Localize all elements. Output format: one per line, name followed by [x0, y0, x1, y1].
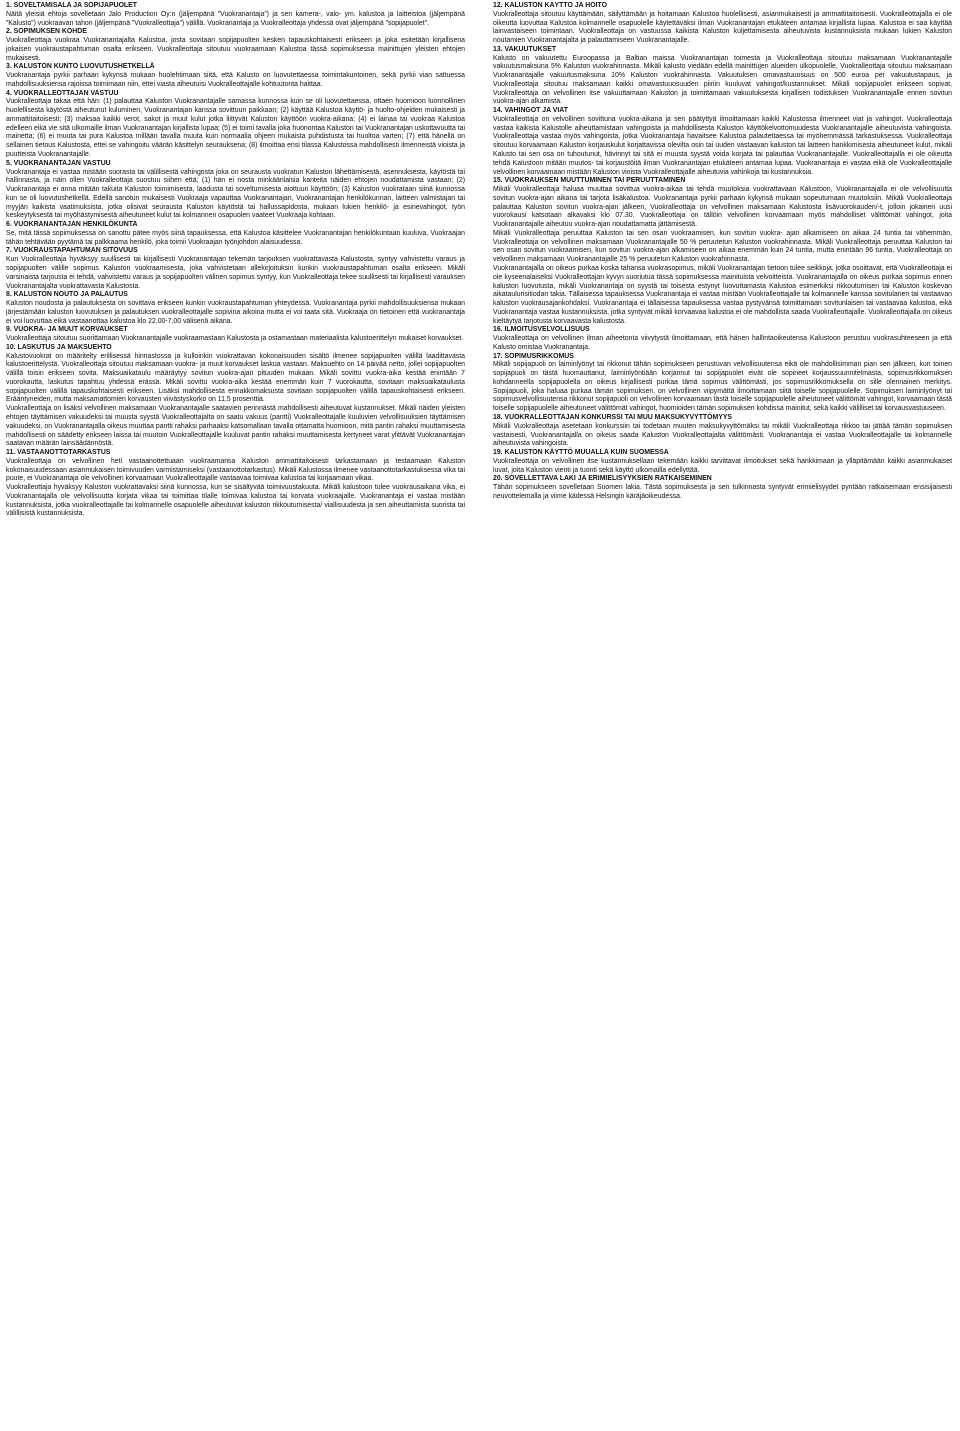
section-heading: 16. ILMOITUSVELVOLLISUUS [493, 326, 590, 334]
section-paragraph: Vuokranantaja pyrkii parhaan kykynsä mukaan huolehtimaan siitä, että Kalusto on luovutettaessa toimintakuntoinen, sekä pyrkii vian sattuessa mahdollisuuksiensa rajoissa toimimaan niin, ettei viasta aiheutuisi Vuokralleottajalle kohtuutonta haittaa. [6, 72, 465, 88]
section-paragraph: Vuokralleottaja on velvollinen sovittuna vuokra-aikana ja sen päätyttyä ilmoittamaan kaikki Kalustossa ilmenneet viat ja vahingot. Vuokralleottaja vastaa kaikista Kalustolle aiheuttamistaan vahingoista ja mahdollisesta Kaluston käyttökelvottomuudesta Vuokranantajalle aiheutuvista vahingoista. Vuokralleottaja vastaa myös vahingoista, jotka Vuokranantaja havaitsee Kalustoa palautettaessa tai myöhemmässä tarkastuksessa. Vuokralleottaja sitoutuu korvaamaan Kaluston korjauskulut korjattavissa olevilta osin tai uuden vastaavan kaluston tai laitteen hankkimisesta aiheutuneet kulut, mikäli Kalusto tai sen osa on tuhoutunut, hävinnyt tai sitä ei muusta syystä voida korjata tai palauttaa Vuokranantajalle. Vuokralleottajalla ei ole oikeutta tehdä Kalustoon mitään muutos- tai korjaustöitä ilman Vuokranantajan etukäteen antamaa lupaa. Vuokranantaja ei vastaa eikä ole Vuokralleottajalle velvollinen korvaamaan mistään Kaluston vioista Vuokralleottajalle aiheutuvia vahinkoja tai kustannuksia. [493, 115, 952, 176]
section-paragraph: Vuokralleottaja on velvollinen itse kustannuksellaan tekemään kaikki tarvittavat ilmoitukset sekä hankkimaan ja ylläpitämään kaikki asianmukaiset luvat, joita Kaluston vienti ja tuonti sekä käyttö ulkomailla edellyttää. [493, 457, 952, 474]
section [493, 326, 952, 352]
section-heading: 14. VAHINGOT JA VIAT [493, 107, 568, 115]
section [6, 160, 465, 221]
section-heading: 5. VUOKRANANTAJAN VASTUU [6, 159, 111, 167]
section-paragraph: Kalustovuokrat on määritelty erillisessä hinnastossa ja kulloinkin vuokrattavan kokonaisuuden sisältö ilmenee sopijapuolten välillä laadittavasta kalustoerittelystä. Vuokralleottaja sitoutuu maksamaan vuokra- ja muut korvaukset laskua vastaan. Maksuehto on 14 päivää netto, jollei sopijapuolten välillä toisin erikseen sovita. Maksuaikataulu määräytyy sovitun vuokra-ajan pituuden mukaan. Mikäli sovittu vuokra-aika kestää enintään 7 vuorokautta, laskutus tapahtuu yhdessä erässä. Mikäli sovittu vuokra-aika kestää enemmän kuin 7 vuorokautta, sovitaan maksuaikataulusta sopijapuolten välillä tapauskohtaisesti erikseen. Lisäksi mahdollisesta ennakkomaksusta sovitaan sopijapuolten välillä tapauskohtaisesti erikseen. Erääntyneiden, mutta maksamattomien korvausten viivästyskorko on 11,5 prosenttia. [6, 352, 465, 404]
section-heading: 2. SOPIMUKSEN KOHDE [6, 28, 87, 36]
section [6, 63, 465, 89]
section [6, 449, 465, 519]
section-paragraph: Se, mitä tässä sopimuksessa on sanottu pätee myös siinä tapauksessa, että Kalustoa käsittelee Vuokranantajan henkilökuntaan kuuluva, Vuokraajan tähän tehtävään pyytämä tai palkkaama henkilö, joka toimii Vuokraajan työnjohdon alaisuudessa. [6, 229, 465, 246]
section-heading: 19. KALUSTON KÄYTTÖ MUUALLA KUIN SUOMESSA [493, 449, 669, 457]
section [493, 46, 952, 107]
section-paragraph: Mikäli Vuokralleottaja haluaa muuttaa sovittua vuokra-aikaa tai tehdä muutoksia vuokrattavaan Kalustoon, Vuokranantajalla ei ole velvollisuutta sovitun vuokra-ajan aikana tai tarjota lisäkalustoa. Vuokranantaja pyrkii parhaan kykynsä mukaan sopeutumaan muutoksiin. Mikäli Vuokralleottaja palauttaa Kaluston sovitun vuokra-ajan jälkeen, Vuokralleottaja on velvollinen maksamaan Kalustosta lisävuorokauden/-t, jolloin jokainen uusi vuorokausi katsotaan alkavaksi klo 07.30. Vuokralleottaja on tällöin velvollinen korvaamaan myös mahdolliset välittömät vahingot, joita Vuokranantajalle aiheutuu vuokra-ajan noudattamatta jättämisestä. [493, 186, 952, 229]
section-heading: 12. KALUSTON KÄYTTÖ JA HOITO [493, 2, 607, 9]
section [493, 2, 952, 46]
section [6, 344, 465, 449]
section [493, 449, 952, 475]
section-paragraph: Kalusto on vakuutettu Euroopassa ja Baltian maissa Vuokranantajan toimesta ja Vuokralleottaja sitoutuu maksamaan Vuokranantajalle vakuutusmaksuna 5% Kaluston vuokrahinnasta. Mikäli kalusto viedään edellä mainittujen alueiden ulkopuolelle, Vuokralleottaja sitoutuu maksamaan Vuokranantajalle vakuutusmaksuna 10% Kaluston vuokrahinnasta. Vakuutuksen omavastuuosuus on 500 euroa per vakuutustapaus, ja Vuokralleottaja sitoutuu maksamaan kaikki omavastuuosuuden piiriin kuuluvat vahingot/kustannukset. Mikäli sopijapuolet erikseen sopivat, Vuokralleottaja on velvollinen itse vakuuttamaan Kaluston ja toimittamaan vakuutuksesta kirjallisen todistuksen Vuokranantajalle ennen sovitun vuokra-ajan alkamista. [493, 54, 952, 106]
section [6, 2, 465, 28]
section-heading: 4. VUOKRALLEOTTAJAN VASTUU [6, 89, 119, 97]
section-heading: 13. VAKUUTUKSET [493, 45, 557, 53]
section-paragraph: Vuokralleottaja on velvollinen heti vastaanottettuaan vuokraamansa Kaluston ammattitaitoisesti tarkastamaan ja testaamaan Kaluston kokonaisuudessaan asianmukaisen toimivuuden varmistamiseksi (vastaanottotarkastus). Mikäli Kalustossa ilmenee vastaanottotarkastuksessa vika tai puute, ei Vuokranantaja ole velvollinen korvaamaan Vuokralleottajalle vastaavaa toimivaa kalustoa tai korjaamaan vikaa. [6, 457, 465, 483]
section-heading: 11. VASTAANOTTOTARKASTUS [6, 449, 111, 457]
section-paragraph: Mikäli Vuokralleottaja asetetaan konkurssiin tai todetaan muuten maksukyvyttömäksi tai mikäli Vuokralleottaja rikkoo tai jättää tämän sopimuksen vastaisesti, Vuokranantajalla on oikeus saada Kaluston Vuokralleottajalta välittömästi. Vuokranantaja ei vastaa Vuokralleottajalle tai kolmannelle aiheutuvista vahingoista. [493, 422, 952, 448]
section [6, 221, 465, 247]
section [493, 414, 952, 449]
section-paragraph: Vuokralleottaja takaa että hän: (1) palauttaa Kaluston Vuokranantajalle samassa kunnossa kuin se oli luovutettaessa, ottaen huomioon luonnollinen huolellisesta käytöstä aiheutunut kuluminen, Vuokranantajan kanssa sovittuun paikkaan; (2) käyttää Kalustoa käyttö- ja huolto-ohjeiden mukaisesti ja ammattitaitoisesti; (3) maksaa kaikki verot, sakot ja muut kulut jotka liittyvät Kaluston käyttöön vuokra-aikana; (4) ei lainaa tai vuokraa Kalustoa edelleen eikä vie sitä ulkomaille ilman Vuokranantajan kirjallista lupaa; (5) ei toimi tavalla joka huonontaa Kaluston tai Vuokranantajan uskottavuutta tai mainetta; (6) ei muuta tai pura Kalustoa millään tavalla muuta kuin normaalia ohjeen mukaista puhdistusta tai huoltoa varten; (7) että hänellä on sellainen tietous Kalustosta, ettei se vahingoitu väärän käsittelyn seurauksena; (8) ilmoittaa ensi tilassa Kalustossa mahdollisesti ilmenneistä vioista ja puutteista Vuokranantajalle. [6, 98, 465, 159]
section [6, 28, 465, 63]
section-paragraph: Vuokralleottaja on velvollinen ilman aiheetonta viivytystä ilmoittamaan, että hänen hallintaoikeutensa Kalustoon perustuu vuokrasuhteeseen ja että Kalusto omistaa Vuokranantaja. [493, 335, 952, 351]
section-paragraph: Mikäli Vuokralleottaja peruuttaa Kaluston tai sen osan vuokraamisen, kun sovitun vuokra- ajan alkamiseen on aikaa 24 tuntia tai vähemmän, Vuokralleottaja on velvollinen maksamaan Vuokranantajalle 50 % peruutetun Kaluston vuokrahinnasta. Mikäli Vuokralleottaja peruuttaa Kaluston tai sen osan sovitun vuokraamisen, kun sovitun vuokra-ajan alkamiseen on aikaa enemmän kuin 24 tuntia, mutta enintään 96 tuntia, Vuokralleottaja on velvollinen maksamaan Vuokranantajalle 25 % peruutetun Kaluston vuokrahinnasta. [493, 229, 952, 264]
section [6, 291, 465, 326]
section-paragraph: Kaluston noudosta ja palautuksesta on sovittava erikseen kunkin vuokraustapahtuman yhteydessä. Vuokranantaja pyrkii mahdollisuuksiensa mukaan järjestämään kaluston luovutuksen ja palautuksen vuokralleottajalle sopivina aikoina mutta ei voi taata sitä. Vuokraaja on tietoinen että vuokranantaja ei voi luovuttaa eikä vastaanottaa kalustoa klo 22.00-7.00 välisenä aikana. [6, 300, 465, 325]
right-column [493, 2, 952, 1431]
section [493, 353, 952, 414]
section-heading: 15. VUOKRAUKSEN MUUTTUMINEN TAI PERUUTTAMINEN [493, 177, 686, 185]
section-paragraph: Vuokralleottaja hyväksyy Kaluston vuokrattavaksi siinä kunnossa, kun se sisältyvää toimivuustakuuta. Mikäli kalustoon tulee vuokrausaikana vika, ei Vuokranantajalla ole velvollisuutta korjata vikaa tai toimittaa tilalle toimivaa kalustoa tai korvata vuokraajalle. Vuokranantaja ei vastaa mistään kustannuksista, jotka vuokralleottajalle tai kolmannelle osapuolelle aiheutuvat kaluston rikkoutumisesta/ viallisuudesta ja sen aiheuttamista suorista tai välillisistä kustannuksista. [6, 484, 465, 518]
section [493, 107, 952, 177]
section-heading: 9. VUOKRA- JA MUUT KORVAUKSET [6, 326, 128, 334]
section [6, 247, 465, 291]
section-paragraph: Vuokranantajalla on oikeus purkaa koska tahansa vuokrasopimus, mikäli Vuokranantajan tietoon tulee seikkoja, jotka osoittavat, että Vuokralleottaja ei ole kyseenalaiseksi Vuokralleottajan kyvyn suoriutua tässä sopimuksessa mainituista velvoitteista. Vuokranantajalla on oikeus purkaa sopimus ennen kaluston luovutusta, mikäli Vuokranantaja on syystä tai toisesta estynyt luovuttamasta Kalustoa esimerkiksi rikkoutumisen tai Kaluston koskevan aikataulurisitiodan takia. Tällaisessa tapauksessa Vuokranantaja ei vastaa mistään Vuokralleottajalle tai kolmannelle kanssa sovitulanen tai vastaavan kaluston vuokrausajankohdaksi. Vuokranantaja ei tällaisessa tapauksessa vastaa pystyvänsä toimittamaan sovitunlaisen tai vastaavaa kalustoa, eikä Vuokranantaja vastaa kustannuksista, jotka syntyvät mikäli korvaavaa kalustoa ei ole mahdollista saada Vuokralleottajalle. Vuokralleottajalla on oikeus kieltäytyä tarjotusta korvaavasta kalustosta. [493, 264, 952, 325]
section-paragraph: Tähän sopimukseen sovelletaan Suomen lakia. Tästä sopimuksesta ja sen tulkinnasta syntyvät erimielisyydet pyritään ratkaisemaan ensisijaisesti neuvottelemalla ja viime kädessä Helsingin käräjäoikeudessa. [493, 484, 952, 500]
section-heading: 3. KALUSTON KUNTO LUOVUTUSHETKELLÄ [6, 63, 155, 71]
section-paragraph: Vuokralleottaja sitoutuu suorittamaan Vuokranantajalle vuokraamastaan Kalustosta ja ostamastaan materiaalista kalustoerittelyn mukaiset korvaukset. [6, 335, 464, 343]
section-paragraph: Vuokralleottaja vuokraa Vuokranantajalta Kalustoa, josta sovitaan sopijapuolten kesken tapauskohtaisesti erikseen ja joka esitetään kirjallisena jokaisen vuokraustapahtuman osalta erikseen. Vuokralleottaja sitoutuu vuokraamaan Kalustoa tässä sopimuksessa mainittujen yleisten ehtojen mukaisesti. [6, 37, 465, 62]
section [493, 475, 952, 501]
section-heading: 10. LASKUTUS JA MAKSUEHTO [6, 343, 112, 351]
section-heading: 18. VUOKRALLEOTTAJAN KONKURSSI TAI MUU MAKSUKYVYTTÖMYYS [493, 413, 733, 421]
section-paragraph: Kun Vuokralleottaja hyväksyy suullisesti tai kirjallisesti Vuokranantajan tekemän tarjouksen vuokrattavasta Kalustosta, syntyy vahvistettu varaus ja sopijapuolten välille sopimus Kaluston vuokraamisesta, joka vahvistetaan allekirjoituksin kunkin vuokraustapahtuman osalta erikseen. Mikäli varsinaista tarjousta ei tehdä, vahvistettu varaus ja sopijapuolten välinen sopimus syntyy, kun Vuokralleottaja tekee suullisesti tai kirjallisesti varauksen Vuokranantajalta vuokrattavasta Kalustosta. [6, 256, 465, 290]
section-paragraph: Vuokralleottaja sitoutuu käyttämään, säilyttämään ja hoitamaan Kalustoa huolellisesti, asianmukaisesti ja ammattitaitoisesti. Vuokralleottajalla ei ole oikeutta luovuttaa Kalustoa kolmannelle osapuolelle käytettäväksi ilman Vuokranantajan etukäteen antamaa kirjallista lupaa. Kalustoa ei saa käyttää lainvastaiseen toimintaan. Vuokralleottaja on vastuussa kaikista Kaluston kuljettamisesta aiheutuvista kustannuksista mukaan lukien Kaluston noutamien Vuokranantajalta ja palauttamiseen Vuokranantajalle. [493, 10, 952, 45]
section-paragraph: Vuokralleottaja on lisäksi velvollinen maksamaan Vuokranantajalle saatavien perinnästä mahdollisesti aiheutuvat kustannukset. Mikäli näiden yleisten ehtojen täyttämisen vakuudeksi tai muusta syystä Vuokralleottajalta on saatu vakuus (pantti) Vuokralleottajalle kuuluvien velvollisuuksien täyttämisen vakuudeksi, on Vuokranantajalla oikeus muuttaa pantti rahaksi parhaaksi katsomallaan tavalla ottamatta huomioon, mitä pantin rahaksi muuttamisesta mahdollisesti on säädetty erikseen laissa tai muutoin Vuokralleottajalle kuuluvat pantin rahaksi muuttamisesta kertyneet varat ylittävät Vuokranantajan saatavan määrän lainsäädännöstä. [6, 405, 465, 448]
section-heading: 20. SOVELLETTAVA LAKI JA ERIMIELISYYKSIEN RATKAISEMINEN [493, 475, 712, 483]
section [493, 177, 952, 326]
section [6, 90, 465, 160]
left-column [6, 2, 465, 1431]
section-paragraph: Näitä yleisiä ehtoja sovelletaan Jalo Production Oy:n (jäljempänä ”Vuokranantaja”) ja sen kamera-, valo- ym. kalustoa ja laitteistoa (jäljempänä ”Kalusto”) vuokraavan tahon (jäljempänä ”Vuokralleottaja”) välillä. Vuokranantaja ja Vuokralleottaja yhdessä ovat jäljempänä ”sopijapuolet”. [6, 10, 465, 27]
section-heading: 6. VUOKRANANTAJAN HENKILÖKUNTA [6, 221, 138, 229]
section-paragraph: Vuokranantaja ei vastaa mistään suorasta tai välillisestä vahingosta joka on seurausta vuokratun Kaluston lähettämisestä, asennuksesta, käytöstä tai hallinnasta, ja näin ollen Vuokralleottaja suostuu siihen että; (1) hän ei nosta minkäänlaisia kanteita näiden ehtojen noudattamista vastaan; (2) Vuokranantaja ei anna mitään takuita Kaluston toimimisesta, laadusta tai soveltumisesta aiottuun käyttöön; (3) Kaluston vuokrataan siinä kunnossa kun se oli luovutushetkellä. Edellä sanotun mukaisesti Vuokraaja vapauttaa Vuokranantajan, Vuokranantajan henkilökunnan, laitteen valmistajan tai myyjän kaikista vaatimuksista, jotka olisivat seurausta Kaluston käytöstä tai hallussapidosta, mukaan lukien henkilö- ja esinevahingot, työn keskeytyksestä tai myöhästymisestä aiheutuneet kulut tai kolmannen osapuolen vaateet Vuokraaja kohtaan. [6, 168, 465, 220]
section-paragraph: Mikäli sopijapuoli on laiminlyönyt tai rikkonut tähän sopimukseen perustuvan velvollisuutensa eikä ole mahdollisimman pian sen jälkeen, kun toinen sopijapuoli on tästä huomauttanut, laiminlyöntiään korjannut tai sopijapuolet eivät ole sopineet korjaussuunnitelmasta, sopimusrikkomuksen kohdanneella sopijapuolella on oikeus kirjallisesti purkaa tämä sopimus välittömästi, jos sopimusrikkomuksella on sille olennainen merkitys. Sopijapuoli, joka haluaa purkaa tämän sopimuksen, on velvollinen viipymättä ilmoittamaan siitä toiselle sopijapuolelle. Sopimuksen laiminlyönyt tai sopimusvelvollisuutensa rikkonut sopijapuoli on velvollinen korvaamaan tästä toiselle sopijapuolelle aiheutuneet välittömät vahingot, korvaamaan tästä toiselle sopijapuolelle aiheutuneet välittömät vahingot, huomioiden tämän sopimuksen kohdissa mainitut, sekä kaikki välilliset tai korvausvastuuseen. [493, 361, 952, 413]
section-heading: 1. SOVELTAMISALA JA SOPIJAPUOLET [6, 2, 137, 9]
section [6, 326, 465, 344]
section-heading: 7. VUOKRAUSTAPAHTUMAN SITOVUUS [6, 247, 138, 255]
section-heading: 17. SOPIMUSRIKKOMUS [493, 352, 574, 360]
section-heading: 8. KALUSTON NOUTO JA PALAUTUS [6, 291, 128, 299]
